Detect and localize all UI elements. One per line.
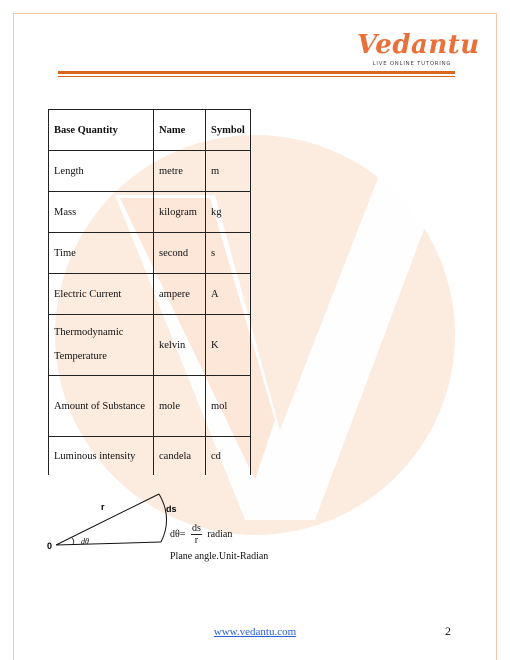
header-symbol: Symbol [206,110,251,151]
header-base-quantity: Base Quantity [49,110,154,151]
table-row [49,151,251,192]
diagram-caption: Plane angle.Unit-Radian [170,551,269,562]
logo-tagline: LIVE ONLINE TUTORING [372,61,452,67]
cell-quantity-line2: Temperature [54,351,107,362]
cell-name: second [154,233,206,274]
cell-symbol: mol [206,376,251,437]
angle-label: dθ [81,537,89,546]
header-rule [58,71,455,74]
cell-symbol: A [206,274,251,315]
cell-quantity: Electric Current [49,274,154,315]
formula-unit: radian [207,528,233,540]
arc-label: ds [166,504,177,514]
formula-denominator: r [194,535,199,546]
table-row [49,315,251,376]
footer-website-link[interactable]: www.vedantu.com [213,626,297,638]
cell-symbol: s [206,233,251,274]
table-row [49,376,251,437]
cell-name: candela [154,437,206,476]
cell-quantity: Length [49,151,154,192]
cell-quantity [49,315,154,376]
table-row [49,192,251,233]
cell-quantity-line1: Thermodynamic [54,327,124,338]
radian-formula [170,523,232,546]
table-row [49,233,251,274]
formula-lhs: dθ= [170,528,186,540]
header-name: Name [154,110,206,151]
cell-name: metre [154,151,206,192]
formula-fraction [191,523,202,546]
cell-name: mole [154,376,206,437]
table-row [49,274,251,315]
cell-quantity: Time [49,233,154,274]
origin-label: 0 [47,541,53,551]
vedantu-logo [357,30,480,67]
table-row [49,437,251,476]
cell-quantity: Amount of Substance [49,376,154,437]
header-rule-thin [58,76,455,77]
cell-name: kelvin [154,315,206,376]
logo-wordmark: Vedantu [357,30,480,60]
cell-quantity: Mass [49,192,154,233]
si-units-table [48,109,251,475]
cell-quantity: Luminous intensity [49,437,154,476]
cell-symbol: kg [206,192,251,233]
page-number: 2 [445,624,451,638]
cell-name: ampere [154,274,206,315]
table-header-row [49,110,251,151]
cell-name: kilogram [154,192,206,233]
cell-symbol: K [206,315,251,376]
radius-label: r [101,502,105,512]
cell-symbol: cd [206,437,251,476]
formula-numerator: ds [191,523,201,534]
cell-symbol: m [206,151,251,192]
